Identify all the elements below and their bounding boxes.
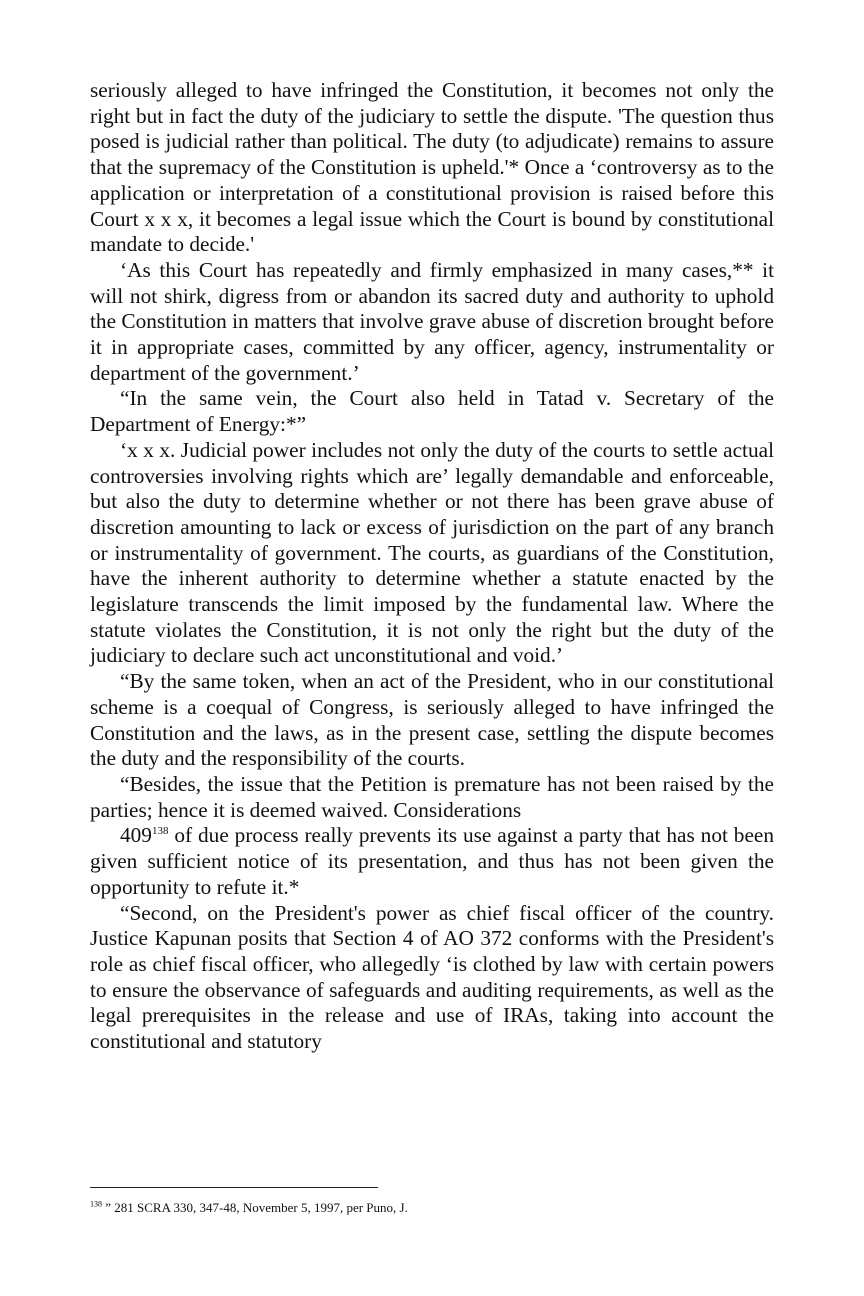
footnote-number: 138: [90, 1199, 102, 1209]
paragraph-7-footnoted: [90, 823, 774, 900]
paragraph-1: seriously alleged to have infringed the Constitution, it becomes not only the right but in fact the duty of the judiciary to settle the dispute. 'The question thus posed is judicial rather than political. The duty (to adjudicate) remains to assure that the supremacy of the Constitution is upheld.'* Once a ‘controversy as to the application or interpretation of a constitutional provision is raised before this Court x x x, it becomes a legal issue which the Court is bound by constitutional mandate to decide.': [90, 78, 774, 257]
footnote: [90, 1199, 774, 1217]
footnote-text: ” 281 SCRA 330, 347-48, November 5, 1997, per Puno, J.: [102, 1200, 408, 1215]
page-reference: 409: [120, 823, 152, 848]
paragraph-3: “In the same vein, the Court also held in Tatad v. Secretary of the Department of Energy:*”: [90, 386, 774, 437]
page-body: [90, 78, 774, 1055]
footnote-divider: [90, 1187, 378, 1188]
paragraph-2: ‘As this Court has repeatedly and firmly emphasized in many cases,** it will not shirk, digress from or abandon its sacred duty and authority to uphold the Constitution in matters that involve grave abuse of discretion brought before it in appropriate cases, committed by any officer, agency, instrumentality or department of the government.’: [90, 257, 774, 385]
footnote-marker[interactable]: 138: [151, 825, 169, 838]
paragraph-5: “By the same token, when an act of the President, who in our constitutional scheme is a coequal of Congress, is seriously alleged to have infringed the Constitution and the laws, as in the present case, settling the dispute becomes the duty and the responsibility of the courts.: [90, 669, 774, 771]
paragraph-4: ‘x x x. Judicial power includes not only the duty of the courts to settle actual controversies involving rights which are’ legally demandable and enforceable, but also the duty to determine whether or not there has been grave abuse of discretion amounting to lack or excess of jurisdiction on the part of any branch or instrumentality of government. The courts, as guardians of the Constitution, have the inherent authority to determine whether a statute enacted by the legislature transcends the limit imposed by the fundamental law. Where the statute violates the Constitution, it is not only the right but the duty of the judiciary to declare such act unconstitutional and void.’: [90, 437, 774, 668]
paragraph-8: “Second, on the President's power as chief fiscal officer of the country. Justice Kapunan posits that Section 4 of AO 372 conforms with the President's role as chief fiscal officer, who allegedly ‘is clothed by law with certain powers to ensure the observance of safeguards and auditing requirements, as well as the legal prerequisites in the release and use of IRAs, taking into account the constitutional and statutory: [90, 900, 774, 1054]
paragraph-7-text: of due process really prevents its use against a party that has not been given sufficient notice of its presentation, and thus has not been given the opportunity to refute it.*: [90, 823, 774, 899]
paragraph-6: “Besides, the issue that the Petition is premature has not been raised by the parties; hence it is deemed waived. Considerations: [90, 771, 774, 822]
